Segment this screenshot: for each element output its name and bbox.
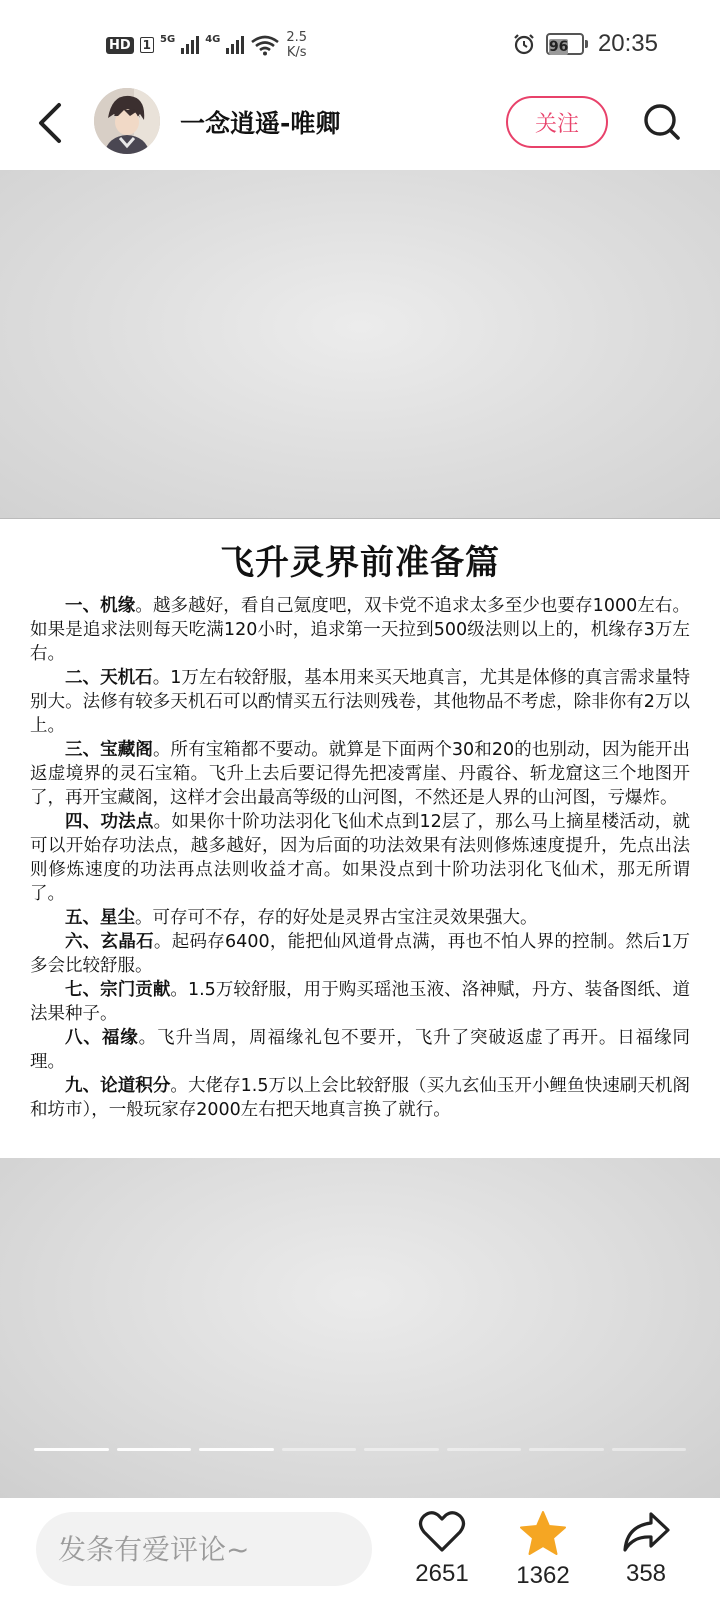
- paragraph-text: 。越多越好，看自己氪度吧，双卡党不追求太多至少也要存1000左右。如果是追求法则每天吃满120小时，追求第一天拉到500级法则以上的，机缘存3万左右。: [30, 596, 690, 664]
- paragraph-text: 。所有宝箱都不要动。就算是下面两个30和20的也别动，因为能开出返虚境界的灵石宝箱。飞升上去后要记得先把凌霄崖、丹霞谷、斩龙窟这三个地图开了，再开宝藏阁，这样才会出最高等级的山河图，不然还是人界的山河图，亏爆炸。: [30, 740, 690, 808]
- paragraph-heading: 六、玄晶石: [65, 932, 154, 952]
- document-paragraph: [30, 930, 690, 978]
- favorite-count: 1362: [516, 1562, 570, 1589]
- star-icon: [519, 1510, 567, 1556]
- bottom-action-bar: [0, 1498, 720, 1600]
- chevron-left-icon: [35, 101, 65, 145]
- paragraph-heading: 二、天机石: [65, 668, 153, 688]
- document-paragraph: [30, 666, 690, 738]
- share-icon: [621, 1510, 671, 1554]
- paragraph-text: 。可存可不存，存的好处是灵界古宝注灵效果强大。: [135, 908, 538, 928]
- heart-icon: [418, 1510, 466, 1554]
- paragraph-text: 。大佬存1.5万以上会比较舒服（买九玄仙玉开小鲤鱼快速刷天机阁和坊市），一般玩家存2000左右把天地真言换了就行。: [30, 1076, 690, 1120]
- blurred-background-bottom: [0, 1158, 720, 1498]
- favorite-button[interactable]: [503, 1510, 583, 1590]
- speed-unit: K/s: [286, 45, 307, 60]
- paragraph-heading: 三、宝藏阁: [65, 740, 153, 760]
- signal-bars-icon: [181, 36, 199, 54]
- sim-badge: 1: [140, 37, 154, 53]
- status-left: [106, 30, 307, 60]
- post-image-document: [0, 518, 720, 1158]
- paragraph-text: 。1.5万较舒服，用于购买瑶池玉液、洛神赋，丹方、装备图纸、道法果种子。: [30, 980, 690, 1024]
- document-title: 飞升灵界前准备篇: [220, 543, 500, 583]
- paragraph-text: 。如果你十阶功法羽化飞仙术点到12层了，那么马上摘星楼活动，就可以开始存功法点，越多越好，因为后面的功法效果有法则修炼速度提升，先点出法则修炼速度的功法再点法则收益才高。如果没点到十阶功法羽化飞仙术，那无所谓了。: [30, 812, 690, 904]
- search-icon: [642, 102, 682, 142]
- back-button[interactable]: [30, 98, 70, 148]
- like-count: 2651: [415, 1560, 469, 1587]
- document-paragraph: [30, 906, 690, 930]
- wifi-icon: [250, 34, 280, 56]
- paragraph-heading: 七、宗门贡献: [65, 980, 171, 1000]
- paragraph-text: 。1万左右较舒服，基本用来买天地真言，尤其是体修的真言需求量特别大。法修有较多天机石可以酌情买五行法则残卷，其他物品不考虑，除非你有2万以上。: [30, 668, 691, 736]
- document-paragraph: [30, 1026, 690, 1074]
- hd-badge: HD: [106, 37, 134, 54]
- battery-icon: [546, 33, 588, 55]
- avatar-image: [94, 88, 160, 154]
- network-4g-label: 4G: [205, 33, 221, 45]
- network-5g-label: 5G: [160, 33, 176, 45]
- pager-segment: [199, 1448, 274, 1451]
- search-button[interactable]: [636, 96, 688, 148]
- pager-segment: [529, 1448, 604, 1451]
- document-paragraph: [30, 738, 690, 810]
- document-paragraph: [30, 1074, 690, 1122]
- document-paragraph: [30, 810, 690, 906]
- document-paragraph: [30, 978, 690, 1026]
- status-right: [512, 30, 658, 58]
- paragraph-heading: 九、论道积分: [65, 1076, 171, 1096]
- pager-segment: [364, 1448, 439, 1451]
- paragraph-text: 。起码存6400，能把仙风道骨点满，再也不怕人界的控制。然后1万多会比较舒服。: [30, 932, 691, 976]
- document-paragraph: [30, 594, 690, 666]
- pager-segment: [117, 1448, 192, 1451]
- image-pager: [34, 1448, 686, 1451]
- avatar[interactable]: [94, 88, 160, 154]
- post-image-carousel[interactable]: [0, 170, 720, 1498]
- blurred-background-top: [0, 170, 720, 518]
- network-speed: [286, 30, 307, 60]
- comment-input[interactable]: [36, 1512, 372, 1586]
- pager-segment: [34, 1448, 109, 1451]
- paragraph-heading: 四、功法点: [65, 812, 154, 832]
- username[interactable]: 一念逍遥-唯卿: [180, 109, 341, 138]
- follow-button[interactable]: 关注: [506, 96, 608, 148]
- speed-value: 2.5: [286, 30, 308, 45]
- pager-segment: [612, 1448, 687, 1451]
- pager-segment: [282, 1448, 357, 1451]
- paragraph-heading: 八、福缘: [65, 1028, 139, 1048]
- status-bar: [0, 0, 720, 84]
- share-count: 358: [625, 1560, 667, 1587]
- paragraph-heading: 一、机缘: [65, 596, 136, 616]
- alarm-icon: [512, 32, 536, 56]
- document-body: [0, 584, 720, 1122]
- post-header: [0, 84, 720, 170]
- share-button[interactable]: [606, 1510, 686, 1588]
- signal-bars-icon: [226, 36, 244, 54]
- battery-level: 96: [548, 39, 569, 55]
- clock: 20:35: [597, 30, 658, 57]
- pager-segment: [447, 1448, 522, 1451]
- paragraph-text: 。飞升当周，周福缘礼包不要开，飞升了突破返虚了再开。日福缘同理。: [30, 1028, 691, 1072]
- paragraph-heading: 五、星尘: [65, 908, 135, 928]
- like-button[interactable]: [402, 1510, 482, 1588]
